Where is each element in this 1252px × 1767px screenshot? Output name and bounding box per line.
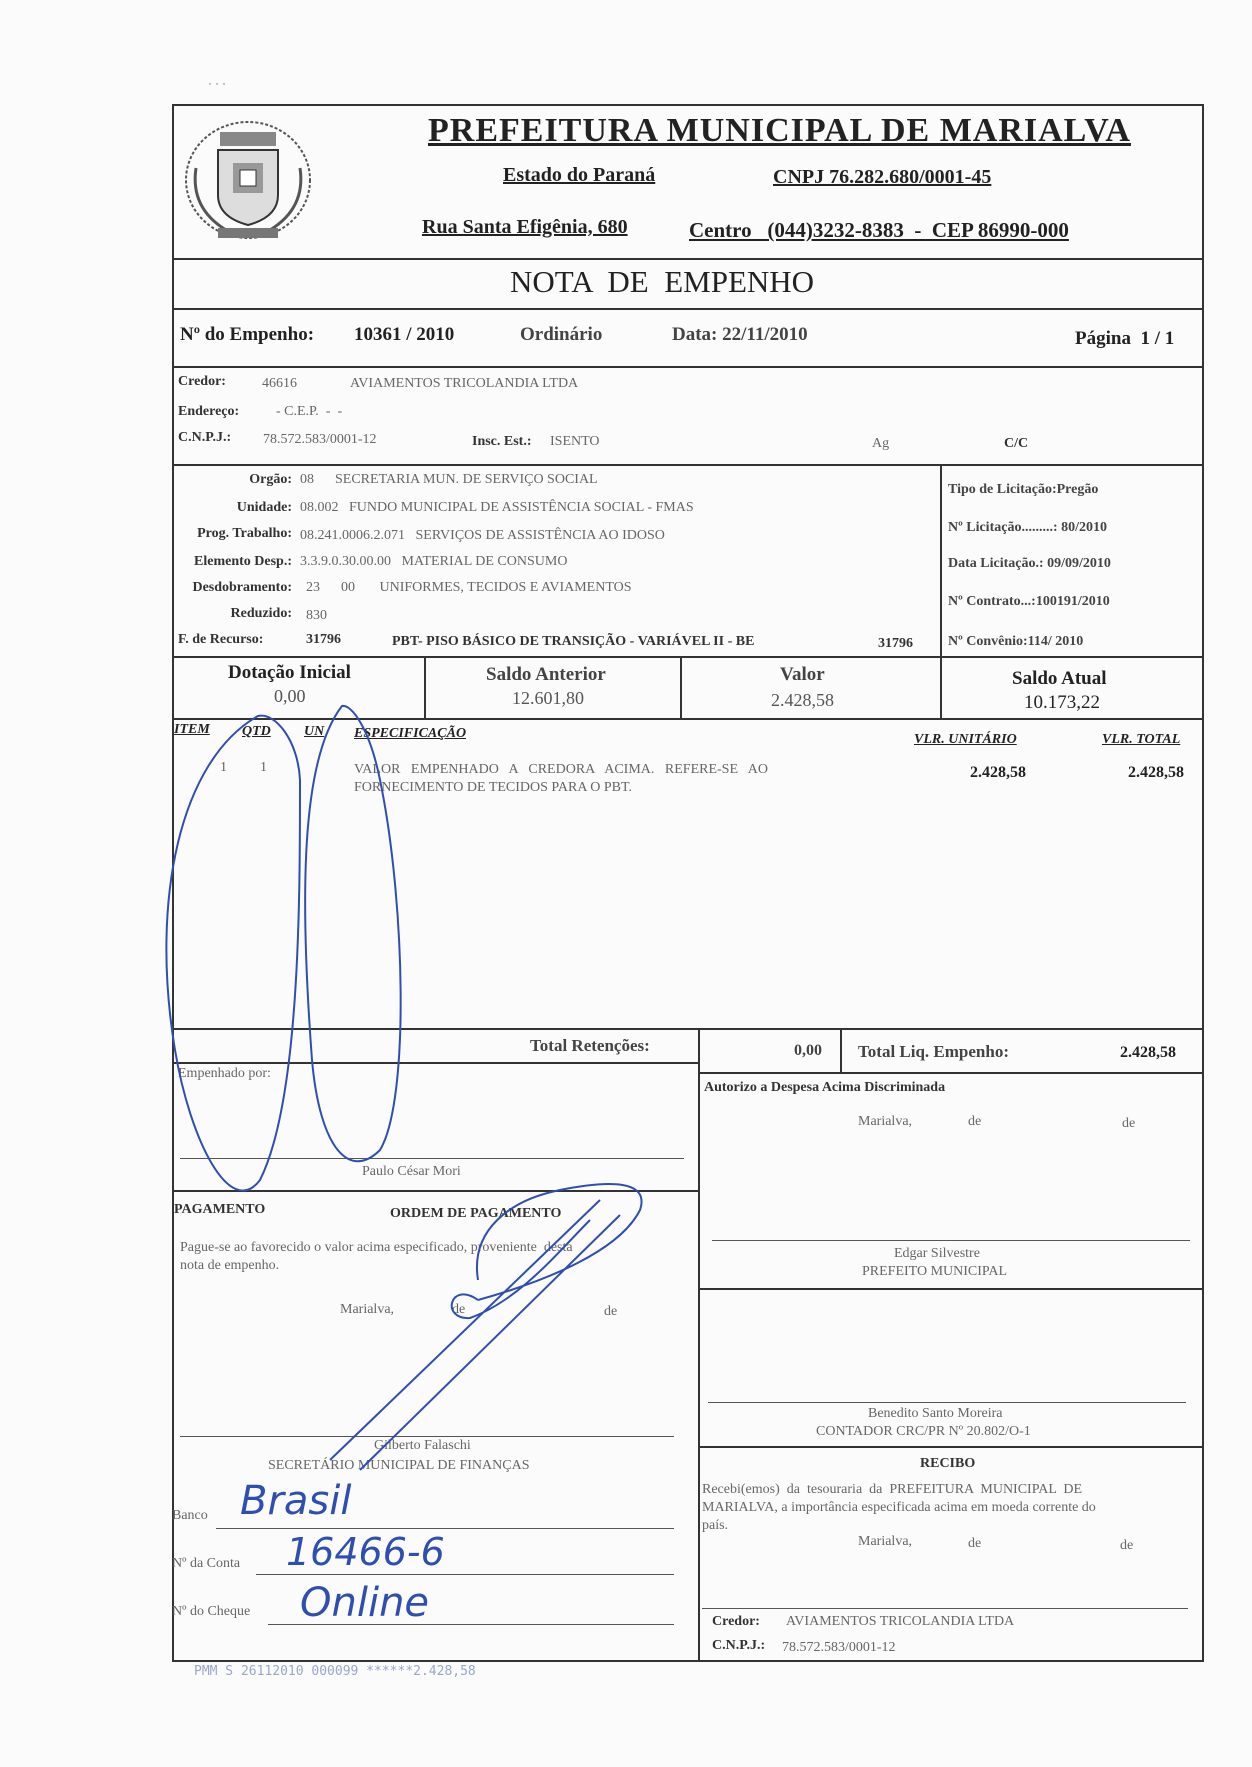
- recibo-text-line3: país.: [702, 1518, 729, 1533]
- secretario-cargo: SECRETÁRIO MUNICIPAL DE FINANÇAS: [268, 1458, 530, 1473]
- col-item: ITEM: [174, 722, 210, 737]
- header-contact: Centro (044)3232-8383 - CEP 86990-000: [689, 218, 1069, 242]
- header-state: Estado do Paraná: [503, 164, 656, 186]
- contador-nome: Benedito Santo Moreira: [868, 1406, 1003, 1421]
- orgao-value: 08 SECRETARIA MUN. DE SERVIÇO SOCIAL: [300, 472, 598, 487]
- recibo-credor-label: Credor:: [712, 1614, 760, 1629]
- prefeito-nome: Edgar Silvestre: [894, 1246, 980, 1261]
- processing-stamp: PMM S 26112010 000099 ******2.428,58: [194, 1664, 476, 1679]
- header-address: Rua Santa Efigênia, 680: [422, 216, 628, 238]
- cnpj-value: 78.572.583/0001-12: [263, 432, 377, 447]
- recibo-cnpj-label: C.N.P.J.:: [712, 1638, 766, 1653]
- valor-label: Valor: [780, 664, 825, 685]
- scan-marks: ˙ ˙ ˙: [208, 80, 226, 94]
- endereco-value: - C.E.P. - -: [276, 404, 343, 419]
- item-spec-line2: FORNECIMENTO DE TECIDOS PARA O PBT.: [354, 780, 632, 795]
- recibo-local: Marialva,: [858, 1534, 913, 1549]
- recurso-label: F. de Recurso:: [178, 632, 264, 647]
- reduzido-label: Reduzido:: [230, 606, 292, 621]
- unidade-label: Unidade:: [236, 500, 292, 515]
- pagamento-text-line2: nota de empenho.: [180, 1258, 280, 1273]
- unidade-value: 08.002 FUNDO MUNICIPAL DE ASSISTÊNCIA SOCIAL - FMAS: [300, 500, 694, 515]
- saldo-anterior-label: Saldo Anterior: [486, 664, 606, 685]
- contrato-numero: Nº Contrato...:100191/2010: [948, 594, 1110, 609]
- empenho-number-label: Nº do Empenho:: [180, 324, 315, 345]
- recibo-cnpj: 78.572.583/0001-12: [782, 1640, 896, 1655]
- credor-label: Credor:: [178, 374, 226, 389]
- empenho-date: Data: 22/11/2010: [672, 324, 808, 345]
- recurso-desc: PBT- PISO BÁSICO DE TRANSIÇÃO - VARIÁVEL II - BE: [392, 634, 755, 649]
- autorizo-title: Autorizo a Despesa Acima Discriminada: [704, 1080, 946, 1095]
- autorizo-de-2: de: [1122, 1116, 1136, 1131]
- item-number: 1: [220, 760, 227, 775]
- credor-name: AVIAMENTOS TRICOLANDIA LTDA: [350, 376, 579, 391]
- recibo-text-line1: Recebi(emos) da tesouraria da PREFEITURA MUNICIPAL DE: [702, 1482, 1083, 1497]
- item-qty: 1: [260, 760, 267, 775]
- col-un: UN: [304, 724, 325, 739]
- prog-label: Prog. Trabalho:: [197, 526, 292, 541]
- convenio-numero: Nº Convênio:114/ 2010: [948, 634, 1084, 649]
- page-number: Página 1 / 1: [1075, 328, 1175, 349]
- cc-label: C/C: [1004, 436, 1029, 451]
- empenhado-nome: Paulo César Mori: [362, 1164, 461, 1179]
- document-title: NOTA DE EMPENHO: [510, 264, 815, 299]
- conta-handwritten: 16466-6: [286, 1530, 445, 1574]
- pagamento-text-line1: Pague-se ao favorecido o valor acima especificado, proveniente desta: [180, 1240, 573, 1255]
- cnpj-label: C.N.P.J.:: [178, 430, 232, 445]
- empenho-type: Ordinário: [520, 324, 603, 345]
- autorizo-de-1: de: [968, 1114, 982, 1129]
- retencoes-value: 0,00: [794, 1042, 822, 1059]
- conta-label: Nº da Conta: [172, 1556, 241, 1571]
- item-unit-value: 2.428,58: [970, 764, 1026, 781]
- orgao-label: Orgão:: [249, 472, 292, 487]
- reduzido-value: 830: [306, 608, 327, 623]
- elemento-value: 3.3.9.0.30.00.00 MATERIAL DE CONSUMO: [300, 554, 568, 569]
- recibo-title: RECIBO: [920, 1456, 976, 1471]
- elemento-label: Elemento Desp.:: [194, 554, 292, 569]
- header-title: PREFEITURA MUNICIPAL DE MARIALVA: [428, 112, 1131, 149]
- pagamento-title: PAGAMENTO: [174, 1202, 266, 1217]
- col-especificacao: ESPECIFICAÇÃO: [354, 726, 467, 741]
- liquido-label: Total Liq. Empenho:: [858, 1042, 1009, 1061]
- saldo-atual-value: 10.173,22: [1024, 692, 1100, 713]
- licitacao-tipo: Tipo de Licitação:Pregão: [948, 482, 1099, 497]
- credor-code: 46616: [262, 376, 297, 391]
- dotacao-value: 0,00: [274, 686, 306, 706]
- cheque-handwritten: Online: [300, 1580, 430, 1626]
- insc-label: Insc. Est.:: [472, 434, 532, 449]
- prog-value: 08.241.0006.2.071 SERVIÇOS DE ASSISTÊNCIA AO IDOSO: [300, 528, 665, 543]
- licitacao-numero: Nº Licitação.........: 80/2010: [948, 520, 1107, 535]
- contador-cargo: CONTADOR CRC/PR Nº 20.802/O-1: [816, 1424, 1031, 1439]
- col-vlr-total: VLR. TOTAL: [1102, 732, 1181, 747]
- banco-label: Banco: [172, 1508, 208, 1523]
- insc-value: ISENTO: [550, 434, 600, 449]
- recibo-de-1: de: [968, 1536, 982, 1551]
- liquido-value: 2.428,58: [1120, 1044, 1176, 1061]
- pagamento-local: Marialva,: [340, 1302, 395, 1317]
- prefeito-cargo: PREFEITO MUNICIPAL: [862, 1264, 1008, 1279]
- item-total-value: 2.428,58: [1128, 764, 1184, 781]
- recibo-credor: AVIAMENTOS TRICOLANDIA LTDA: [786, 1614, 1015, 1629]
- recibo-text-line2: MARIALVA, a importância especificada acima em moeda corrente do: [702, 1500, 1096, 1515]
- empenhado-label: Empenhado por:: [178, 1066, 271, 1081]
- licitacao-data: Data Licitação.: 09/09/2010: [948, 556, 1111, 571]
- retencoes-label: Total Retenções:: [530, 1036, 650, 1055]
- autorizo-local: Marialva,: [858, 1114, 913, 1129]
- endereco-label: Endereço:: [178, 404, 240, 419]
- saldo-atual-label: Saldo Atual: [1012, 668, 1107, 689]
- ordem-pagamento-title: ORDEM DE PAGAMENTO: [390, 1206, 562, 1221]
- recurso-code: 31796: [306, 632, 341, 647]
- banco-handwritten: Brasil: [240, 1478, 352, 1524]
- col-qtd: QTD: [242, 724, 271, 739]
- recurso-code-2: 31796: [878, 636, 913, 651]
- pagamento-de-2: de: [604, 1304, 618, 1319]
- ag-label: Ag: [872, 436, 890, 451]
- col-vlr-unitario: VLR. UNITÁRIO: [914, 732, 1017, 747]
- valor-value: 2.428,58: [771, 690, 834, 710]
- empenho-number: 10361 / 2010: [354, 324, 455, 345]
- item-spec-line1: VALOR EMPENHADO A CREDORA ACIMA. REFERE-SE AO: [354, 762, 768, 777]
- pagamento-de-1: de: [452, 1302, 466, 1317]
- cheque-label: Nº do Cheque: [172, 1604, 251, 1619]
- header-cnpj: CNPJ 76.282.680/0001-45: [773, 166, 992, 188]
- secretario-nome: Gilberto Falaschi: [374, 1438, 471, 1453]
- recibo-de-2: de: [1120, 1538, 1134, 1553]
- dotacao-label: Dotação Inicial: [228, 662, 351, 683]
- desdobramento-value: 23 00 UNIFORMES, TECIDOS E AVIAMENTOS: [306, 580, 632, 595]
- saldo-anterior-value: 12.601,80: [512, 688, 584, 708]
- desdobramento-label: Desdobramento:: [192, 580, 292, 595]
